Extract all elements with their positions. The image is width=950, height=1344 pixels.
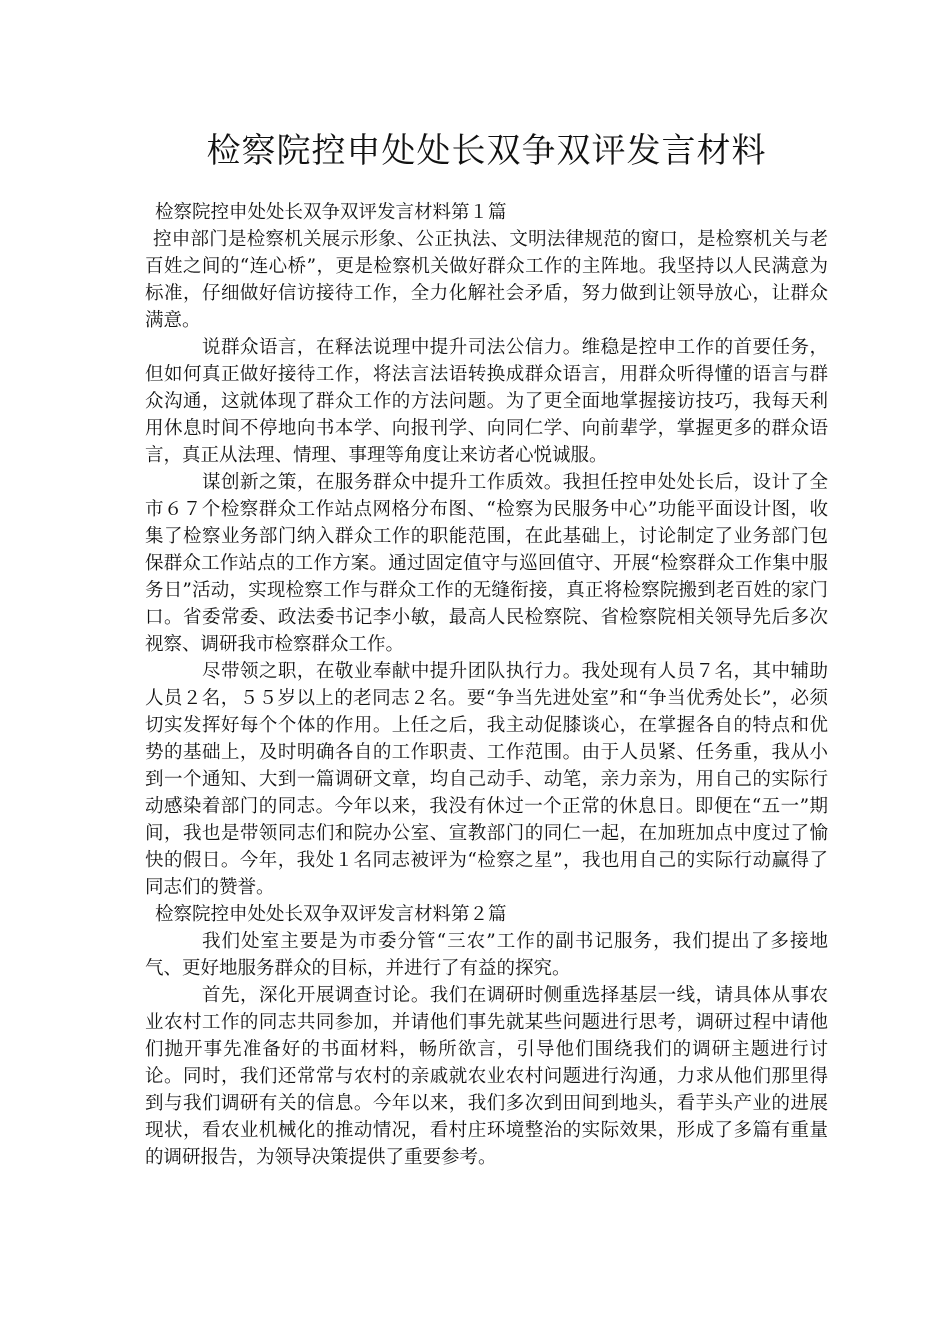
section-heading: 检察院控申处处长双争双评发言材料第２篇 — [155, 904, 507, 925]
document-title: 检察院控申处处长双争双评发言材料 — [206, 131, 767, 171]
paragraph: 谋创新之策，在服务群众中提升工作质效。我担任控申处处长后，设计了全市６７个检察群众工作站点网格分布图、“检察为民服务中心”功能平面设计图，收集了检察业务部门纳入群众工作的职能范围，在此基础上，讨论制定了业务部门包保群众工作站点的工作方案。通过固定值守与巡回值守、开展“检察群众工作集中服务日”活动，实现检察工作与群众工作的无缝衔接，真正将检察院搬到老百姓的家门口。省委常委、政法委书记李小敏，最高人民检察院、省检察院相关领导先后多次视察、调研我市检察群众工作。 — [145, 472, 828, 655]
document-page — [145, 125, 828, 1171]
paragraph: 首先，深化开展调查讨论。我们在调研时侧重选择基层一线，请具体从事农业农村工作的同志共同参加，并请他们事先就某些问题进行思考，调研过程中请他们抛开事先准备好的书面材料，畅所欲言，引导他们围绕我们的调研主题进行讨论。同时，我们还常常与农村的亲戚就农业农村问题进行沟通，力求从他们那里得到与我们调研有关的信息。今年以来，我们多次到田间到地头，看芋头产业的进展现状，看农业机械化的推动情况，看村庄环境整治的实际效果，形成了多篇有重量的调研报告，为领导决策提供了重要参考。 — [145, 985, 828, 1168]
paragraph: 我们处室主要是为市委分管“三农”工作的副书记服务，我们提出了多接地气、更好地服务群众的目标，并进行了有益的探究。 — [145, 931, 828, 979]
paragraph: 控申部门是检察机关展示形象、公正执法、文明法律规范的窗口，是检察机关与老百姓之间的“连心桥”，更是检察机关做好群众工作的主阵地。我坚持以人民满意为标准，仔细做好信访接待工作，全力化解社会矛盾，努力做到让领导放心，让群众满意。 — [145, 229, 828, 331]
section-heading: 检察院控申处处长双争双评发言材料第１篇 — [155, 202, 507, 223]
section-1 — [145, 199, 828, 901]
paragraph: 尽带领之职，在敬业奉献中提升团队执行力。我处现有人员７名，其中辅助人员２名，５５岁以上的老同志２名。要“争当先进处室”和“争当优秀处长”，必须切实发挥好每个个体的作用。上任之后，我主动促膝谈心，在掌握各自的特点和优势的基础上，及时明确各自的工作职责、工作范围。由于人员紧、任务重，我从小到一个通知、大到一篇调研文章，均自己动手、动笔，亲力亲为，用自己的实际行动感染着部门的同志。今年以来，我没有休过一个正常的休息日。即便在“五一”期间，我也是带领同志们和院办公室、宣教部门的同仁一起，在加班加点中度过了愉快的假日。今年，我处１名同志被评为“检察之星”，我也用自己的实际行动赢得了同志们的赞誉。 — [145, 661, 828, 898]
section-2 — [145, 901, 828, 1171]
paragraph: 说群众语言，在释法说理中提升司法公信力。维稳是控申工作的首要任务，但如何真正做好接待工作，将法言法语转换成群众语言，用群众听得懂的语言与群众沟通，这就体现了群众工作的方法问题。为了更全面地掌握接访技巧，我每天利用休息时间不停地向书本学、向报刊学、向同仁学、向前辈学，掌握更多的群众语言，真正从法理、情理、事理等角度让来访者心悦诚服。 — [145, 337, 828, 466]
